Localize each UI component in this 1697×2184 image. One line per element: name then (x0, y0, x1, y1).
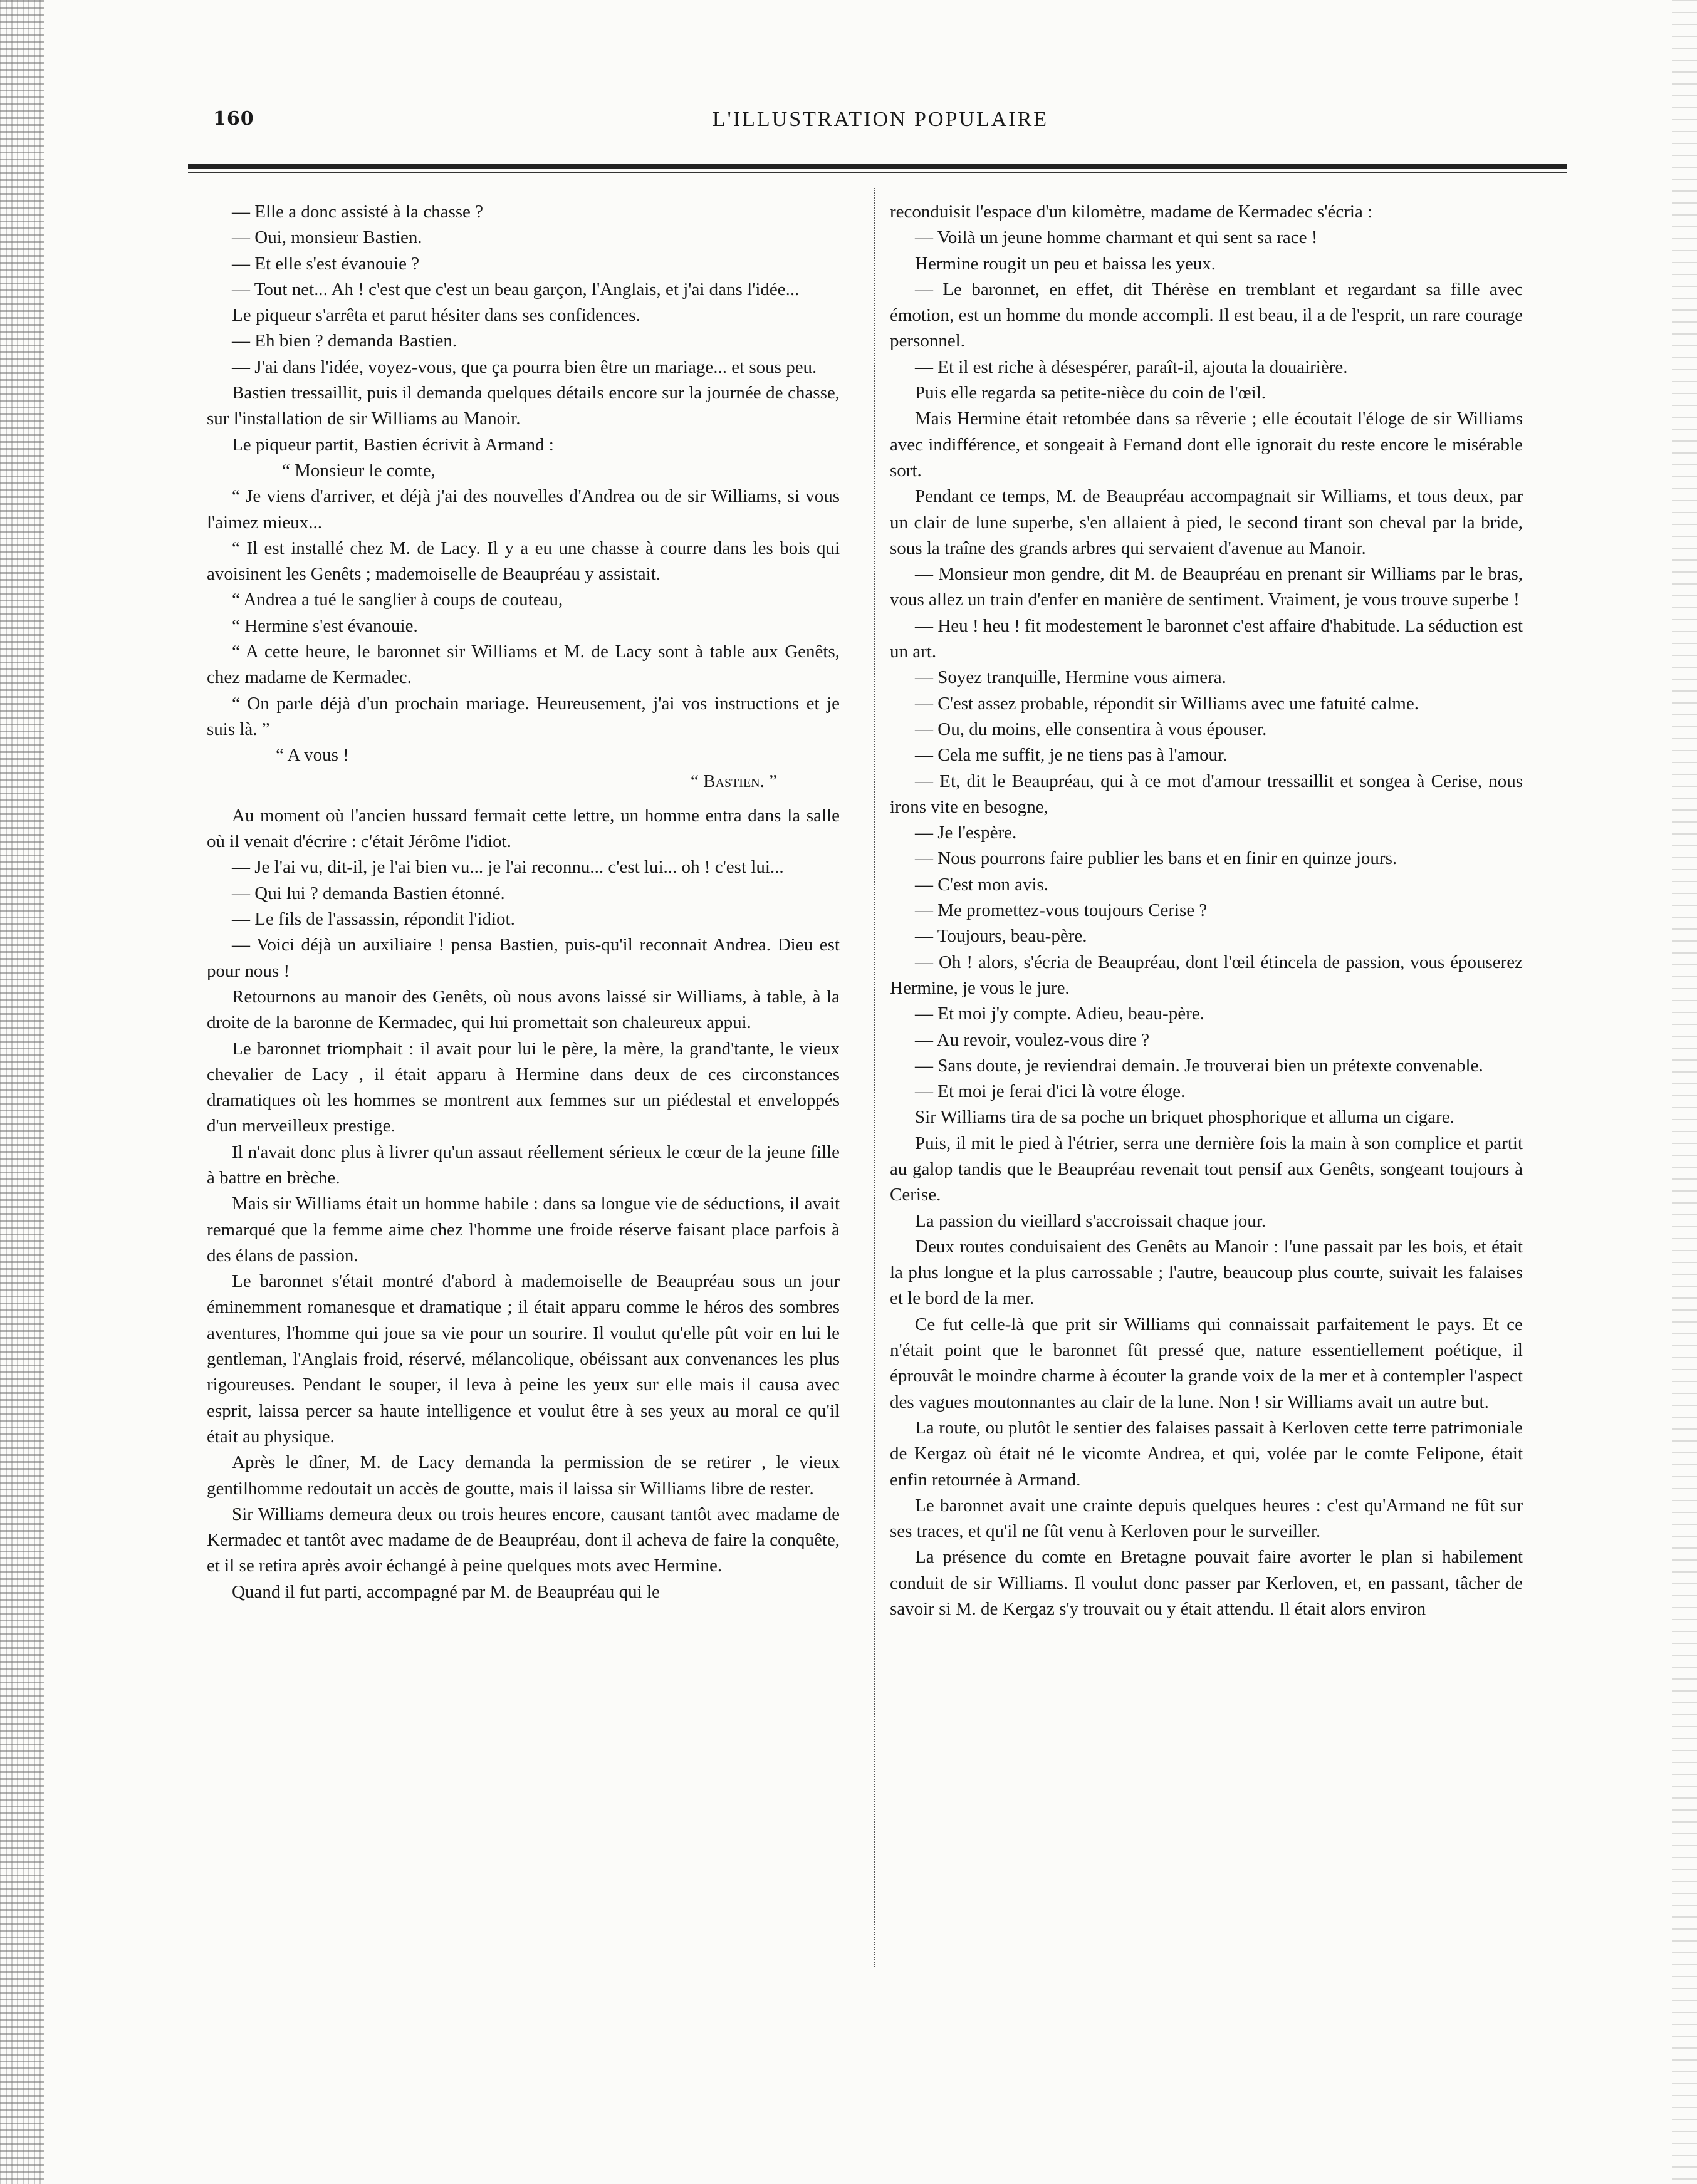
paragraph: — Me promettez-vous toujours Cerise ? (915, 900, 1208, 921)
scan-edge-right (1672, 0, 1697, 2184)
paragraph: Ce fut celle-là que prit sir Williams qui connaissait parfaitement le pays. Et ce n'était point que le baronnet fût pressé que, nature essentiellement poétique, il éprouvât le moindre charme à écouter la grande voix de la mer et à contempler l'aspect des vagues moutonnantes au clair de la lune. Non ! sir Williams avait un autre but. (890, 1314, 1523, 1412)
paragraph: — Oui, monsieur Bastien. (232, 227, 422, 248)
paragraph: Bastien tressaillit, puis il demanda quelques détails encore sur la journée de chasse, sur l'installation de sir Williams au Manoir. (207, 383, 840, 429)
paragraph: Sir Williams tira de sa poche un briquet phosphorique et alluma un cigare. (915, 1107, 1454, 1128)
paragraph: — Ou, du moins, elle consentira à vous épouser. (915, 719, 1267, 739)
paragraph: Quand il fut parti, accompagné par M. de Beaupréau qui le (232, 1581, 660, 1602)
page-number: 160 (213, 108, 254, 130)
paragraph: — Soyez tranquille, Hermine vous aimera. (915, 667, 1226, 688)
paragraph: — Et il est riche à désespérer, paraît-il, ajouta la douairière. (915, 356, 1348, 377)
paragraph: — Voilà un jeune homme charmant et qui sent sa race ! (915, 227, 1318, 248)
paragraph: Pendant ce temps, M. de Beaupréau accompagnait sir Williams, et tous deux, par un clair de lune superbe, s'en allaient à pied, le second tirant son cheval par la bride, sous la traîne des grands arbres qui servaient d'avenue au Manoir. (890, 486, 1523, 558)
paragraph: La route, ou plutôt le sentier des falaises passait à Kerloven cette terre patrimoniale de Kergaz où était né le vicomte Andrea, et qui, volée par le comte Felipone, était enfin retournée à Armand. (890, 1417, 1523, 1490)
paragraph: — Le baronnet, en effet, dit Thérèse en tremblant et regardant sa fille avec émotion, est un homme du monde accompli. Il est beau, il a de l'esprit, un rare courage personnel. (890, 279, 1523, 351)
paragraph: — C'est assez probable, répondit sir Williams avec une fatuité calme. (915, 693, 1419, 714)
paragraph: reconduisit l'espace d'un kilomètre, madame de Kermadec s'écria : (890, 202, 1373, 222)
paragraph: Retournons au manoir des Genêts, où nous avons laissé sir Williams, à table, à la droite de la baronne de Kermadec, qui lui promettait son chaleureux appui. (207, 986, 840, 1033)
paragraph: — Tout net... Ah ! c'est que c'est un beau garçon, l'Anglais, et j'ai dans l'idée... (232, 279, 800, 299)
column-divider (874, 188, 876, 1967)
paragraph: — Je l'espère. (915, 823, 1017, 843)
paragraph: Au moment où l'ancien hussard fermait cette lettre, un homme entra dans la salle où il venait d'écrire : c'était Jérôme l'idiot. (207, 805, 840, 852)
paragraph: Puis elle regarda sa petite-nièce du coin de l'œil. (915, 383, 1266, 403)
paragraph: Après le dîner, M. de Lacy demanda la permission de se retirer , le vieux gentilhomme redoutait un accès de goutte, mais il laissa sir Williams libre de rester. (207, 1452, 840, 1499)
paragraph: “ Monsieur le comte, (282, 460, 436, 481)
page-header (207, 100, 1554, 138)
text-column-left (207, 199, 840, 1605)
header-rule-thick (188, 164, 1567, 169)
paragraph: — Sans doute, je reviendrai demain. Je trouverai bien un prétexte convenable. (915, 1055, 1483, 1076)
paragraph: La présence du comte en Bretagne pouvait faire avorter le plan si habilement conduit de sir Williams. Il voulut donc passer par Kerloven, et, en passant, tâcher de savoir si M. de Kergaz s'y trouvait ou y était attendu. Il était alors environ (890, 1547, 1523, 1620)
text-column-right (890, 199, 1523, 1622)
paragraph: — J'ai dans l'idée, voyez-vous, que ça pourra bien être un mariage... et sous peu. (232, 356, 817, 377)
paragraph: Puis, il mit le pied à l'étrier, serra une dernière fois la main à son complice et partit au galop tandis que le Beaupréau revenait tout pensif aux Genêts, songeant toujours à Cerise. (890, 1133, 1523, 1205)
paragraph: — Qui lui ? demanda Bastien étonné. (232, 883, 505, 903)
paragraph: Le baronnet triomphait : il avait pour lui le père, la mère, la grand'tante, le vieux chevalier de Lacy , il était apparu à Hermine dans deux de ces circonstances dramatiques où les hommes se montrent aux femmes sur un piédestal et enveloppés d'un merveilleux prestige. (207, 1038, 840, 1136)
paragraph: Mais Hermine était retombée dans sa rêverie ; elle écoutait l'éloge de sir Williams avec indifférence, et songeait à Fernand dont elle ignorait du reste encore le misérable sort. (890, 408, 1523, 481)
paragraph: — Elle a donc assisté à la chasse ? (232, 202, 484, 222)
paragraph: — Le fils de l'assassin, répondit l'idiot. (232, 909, 515, 930)
paragraph: — Au revoir, voulez-vous dire ? (915, 1029, 1150, 1050)
paragraph: Mais sir Williams était un homme habile : dans sa longue vie de séductions, il avait remarqué que la femme aime chez l'homme une froide réserve faisant place parfois à des élans de passion. (207, 1193, 840, 1266)
paragraph: — Et moi j'y compte. Adieu, beau-père. (915, 1004, 1204, 1024)
paragraph: Le baronnet s'était montré d'abord à mademoiselle de Beaupréau sous un jour éminemment romanesque et dramatique ; il était apparu comme le héros des sombres aventures, l'homme qui joue sa vie pour un sourire. Il voulut qu'elle pût voir en lui le gentleman, l'Anglais froid, réservé, mélancolique, obéissant aux convenances les plus rigoureuses. Pendant le souper, il leva à peine les yeux sur elle mais il causa avec esprit, laissa percer sa haute intelligence et voulut être à ses yeux au moral ce qu'il était au physique. (207, 1271, 840, 1447)
paragraph: Hermine rougit un peu et baissa les yeux. (915, 253, 1216, 274)
header-rule-thin (188, 172, 1567, 173)
paragraph: — Voici déjà un auxiliaire ! pensa Bastien, puis-qu'il reconnait Andrea. Dieu est pour nous ! (207, 935, 840, 981)
paragraph: La passion du vieillard s'accroissait chaque jour. (915, 1210, 1266, 1231)
running-title: L'ILLUSTRATION POPULAIRE (712, 108, 1049, 131)
paragraph: Deux routes conduisaient des Genêts au Manoir : l'une passait par les bois, et était la plus longue et la plus carrossable ; l'autre, beaucoup plus courte, suivait les falaises et le bord de la mer. (890, 1236, 1523, 1309)
paragraph: “ Andrea a tué le sanglier à coups de couteau, (232, 590, 563, 610)
paragraph: — Et moi je ferai d'ici là votre éloge. (915, 1081, 1186, 1102)
paragraph: Le piqueur partit, Bastien écrivit à Armand : (232, 434, 554, 455)
paragraph: Sir Williams demeura deux ou trois heures encore, causant tantôt avec madame de Kermadec et tantôt avec madame de de Beaupréau, dont il acheva de faire la conquête, et il se retira après avoir échangé à peine quelques mots avec Hermine. (207, 1504, 840, 1576)
scan-edge-left (0, 0, 44, 2184)
paragraph: — Nous pourrons faire publier les bans et en finir en quinze jours. (915, 848, 1397, 869)
paragraph: — Oh ! alors, s'écria de Beaupréau, dont l'œil étincela de passion, vous épouserez Hermine, je vous le jure. (890, 952, 1523, 998)
paragraph: “ Hermine s'est évanouie. (232, 615, 418, 636)
paragraph: — C'est mon avis. (915, 874, 1049, 895)
paragraph: — Cela me suffit, je ne tiens pas à l'amour. (915, 745, 1228, 766)
paragraph: “ Bastien. ” (691, 771, 777, 791)
paragraph: “ On parle déjà d'un prochain mariage. Heureusement, j'ai vos instructions et je suis là. ” (207, 693, 840, 739)
paragraph: Le baronnet avait une crainte depuis quelques heures : c'est qu'Armand ne fût sur ses traces, et qu'il ne fût venu à Kerloven pour le surveiller. (890, 1495, 1523, 1542)
paragraph: — Et, dit le Beaupréau, qui à ce mot d'amour tressaillit et songea à Cerise, nous irons vite en besogne, (890, 771, 1523, 817)
paragraph: “ A cette heure, le baronnet sir Williams et M. de Lacy sont à table aux Genêts, chez madame de Kermadec. (207, 642, 840, 688)
paragraph: — Eh bien ? demanda Bastien. (232, 331, 457, 351)
paragraph: — Et elle s'est évanouie ? (232, 253, 420, 274)
paragraph: “ Je viens d'arriver, et déjà j'ai des nouvelles d'Andrea ou de sir Williams, si vous l'aimez mieux... (207, 486, 840, 533)
paragraph: Le piqueur s'arrêta et parut hésiter dans ses confidences. (232, 305, 640, 326)
paragraph: Il n'avait donc plus à livrer qu'un assaut réellement sérieux le cœur de la jeune fille à battre en brèche. (207, 1141, 840, 1188)
paragraph: — Heu ! heu ! fit modestement le baronnet c'est affaire d'habitude. La séduction est un art. (890, 615, 1523, 662)
paragraph: “ A vous ! (276, 745, 349, 766)
paragraph: — Je l'ai vu, dit-il, je l'ai bien vu... je l'ai reconnu... c'est lui... oh ! c'est lui... (232, 857, 784, 878)
paragraph: — Toujours, beau-père. (915, 926, 1087, 947)
paragraph: — Monsieur mon gendre, dit M. de Beaupréau en prenant sir Williams par le bras, vous allez un train d'enfer en manière de sentiment. Vraiment, je vous trouve superbe ! (890, 564, 1523, 610)
paragraph: “ Il est installé chez M. de Lacy. Il y a eu une chasse à courre dans les bois qui avoisinent les Genêts ; mademoiselle de Beaupréau y assistait. (207, 538, 840, 585)
